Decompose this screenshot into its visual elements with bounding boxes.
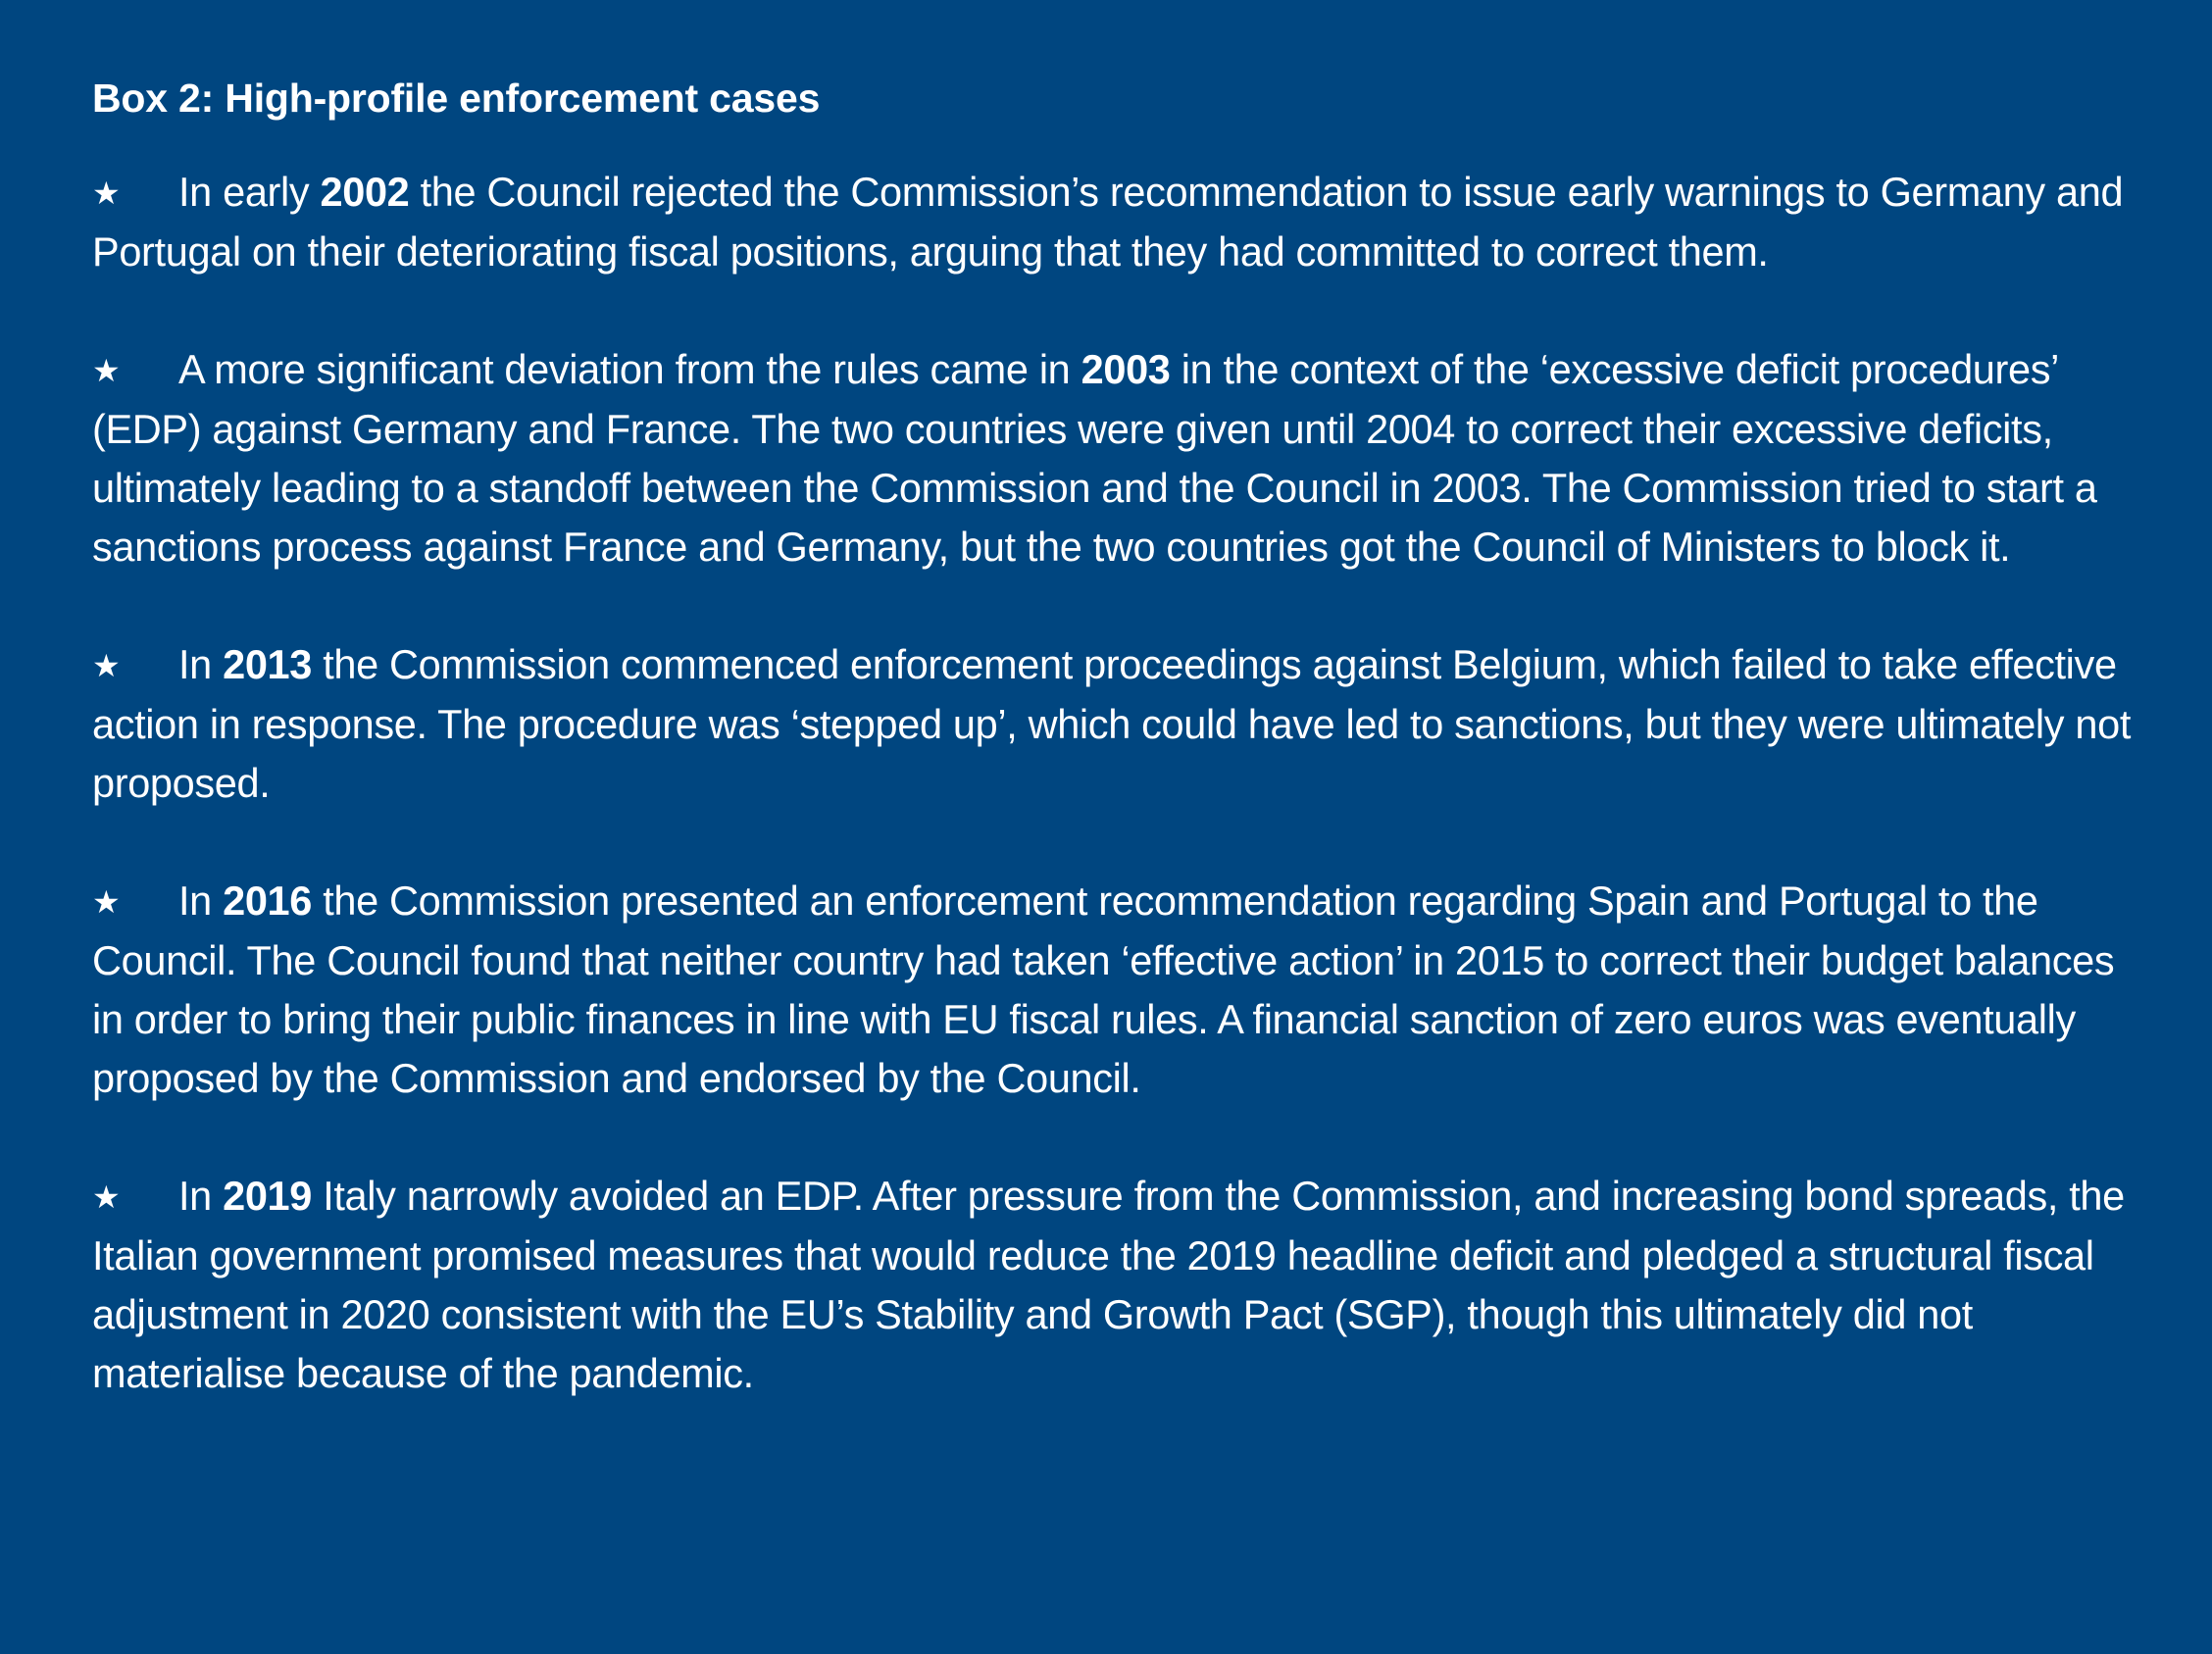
case-item-2002 xyxy=(92,163,2151,281)
star-icon: ★ xyxy=(92,648,121,683)
star-icon: ★ xyxy=(92,175,121,211)
case-text-before: A more significant deviation from the rules came in xyxy=(178,346,1081,392)
case-text-after: the Commission presented an enforcement recommendation regarding Spain and Portugal to the Council. The Council found that neither country had taken ‘effective action’ in 2015 to correct their budget balances in order to bring their public finances in line with EU fiscal rules. A financial sanction of zero euros was eventually proposed by the Commission and endorsed by the Council. xyxy=(92,877,2115,1101)
case-item-2019 xyxy=(92,1167,2151,1403)
case-text-after: the Council rejected the Commission’s recommendation to issue early warnings to Germany and Portugal on their deteriorating fiscal positions, arguing that they had committed to correct them. xyxy=(92,169,2124,275)
case-text-before: In xyxy=(178,877,224,924)
case-item-2013 xyxy=(92,635,2151,813)
case-text-after: Italy narrowly avoided an EDP. After pressure from the Commission, and increasing bond spreads, the Italian government promised measures that would reduce the 2019 headline deficit and pledged a structural fiscal adjustment in 2020 consistent with the EU’s Stability and Growth Pact (SGP), though this ultimately did not materialise because of the pandemic. xyxy=(92,1173,2125,1396)
case-year: 2003 xyxy=(1081,346,1171,392)
case-item-2003 xyxy=(92,340,2151,576)
star-icon: ★ xyxy=(92,884,121,920)
star-icon: ★ xyxy=(92,353,121,388)
star-icon: ★ xyxy=(92,1179,121,1215)
case-text-after: in the context of the ‘excessive deficit procedures’ (EDP) against Germany and France. The two countries were given until 2004 to correct their excessive deficits, ultimately leading to a standoff between the Commission and the Council in 2003. The Commission tried to start a sanctions process against France and Germany, but the two countries got the Council of Ministers to block it. xyxy=(92,346,2097,570)
case-year: 2013 xyxy=(223,641,313,687)
box-title: Box 2: High-profile enforcement cases xyxy=(92,75,821,121)
case-year: 2019 xyxy=(223,1173,313,1219)
case-text-before: In early xyxy=(178,169,321,215)
case-year: 2002 xyxy=(320,169,410,215)
case-item-2016 xyxy=(92,872,2151,1108)
case-year: 2016 xyxy=(223,877,313,924)
case-text-before: In xyxy=(178,1173,224,1219)
case-text-before: In xyxy=(178,641,224,687)
case-text-after: the Commission commenced enforcement proceedings against Belgium, which failed to take effective action in response. The procedure was ‘stepped up’, which could have led to sanctions, but they were ultimately not proposed. xyxy=(92,641,2132,806)
